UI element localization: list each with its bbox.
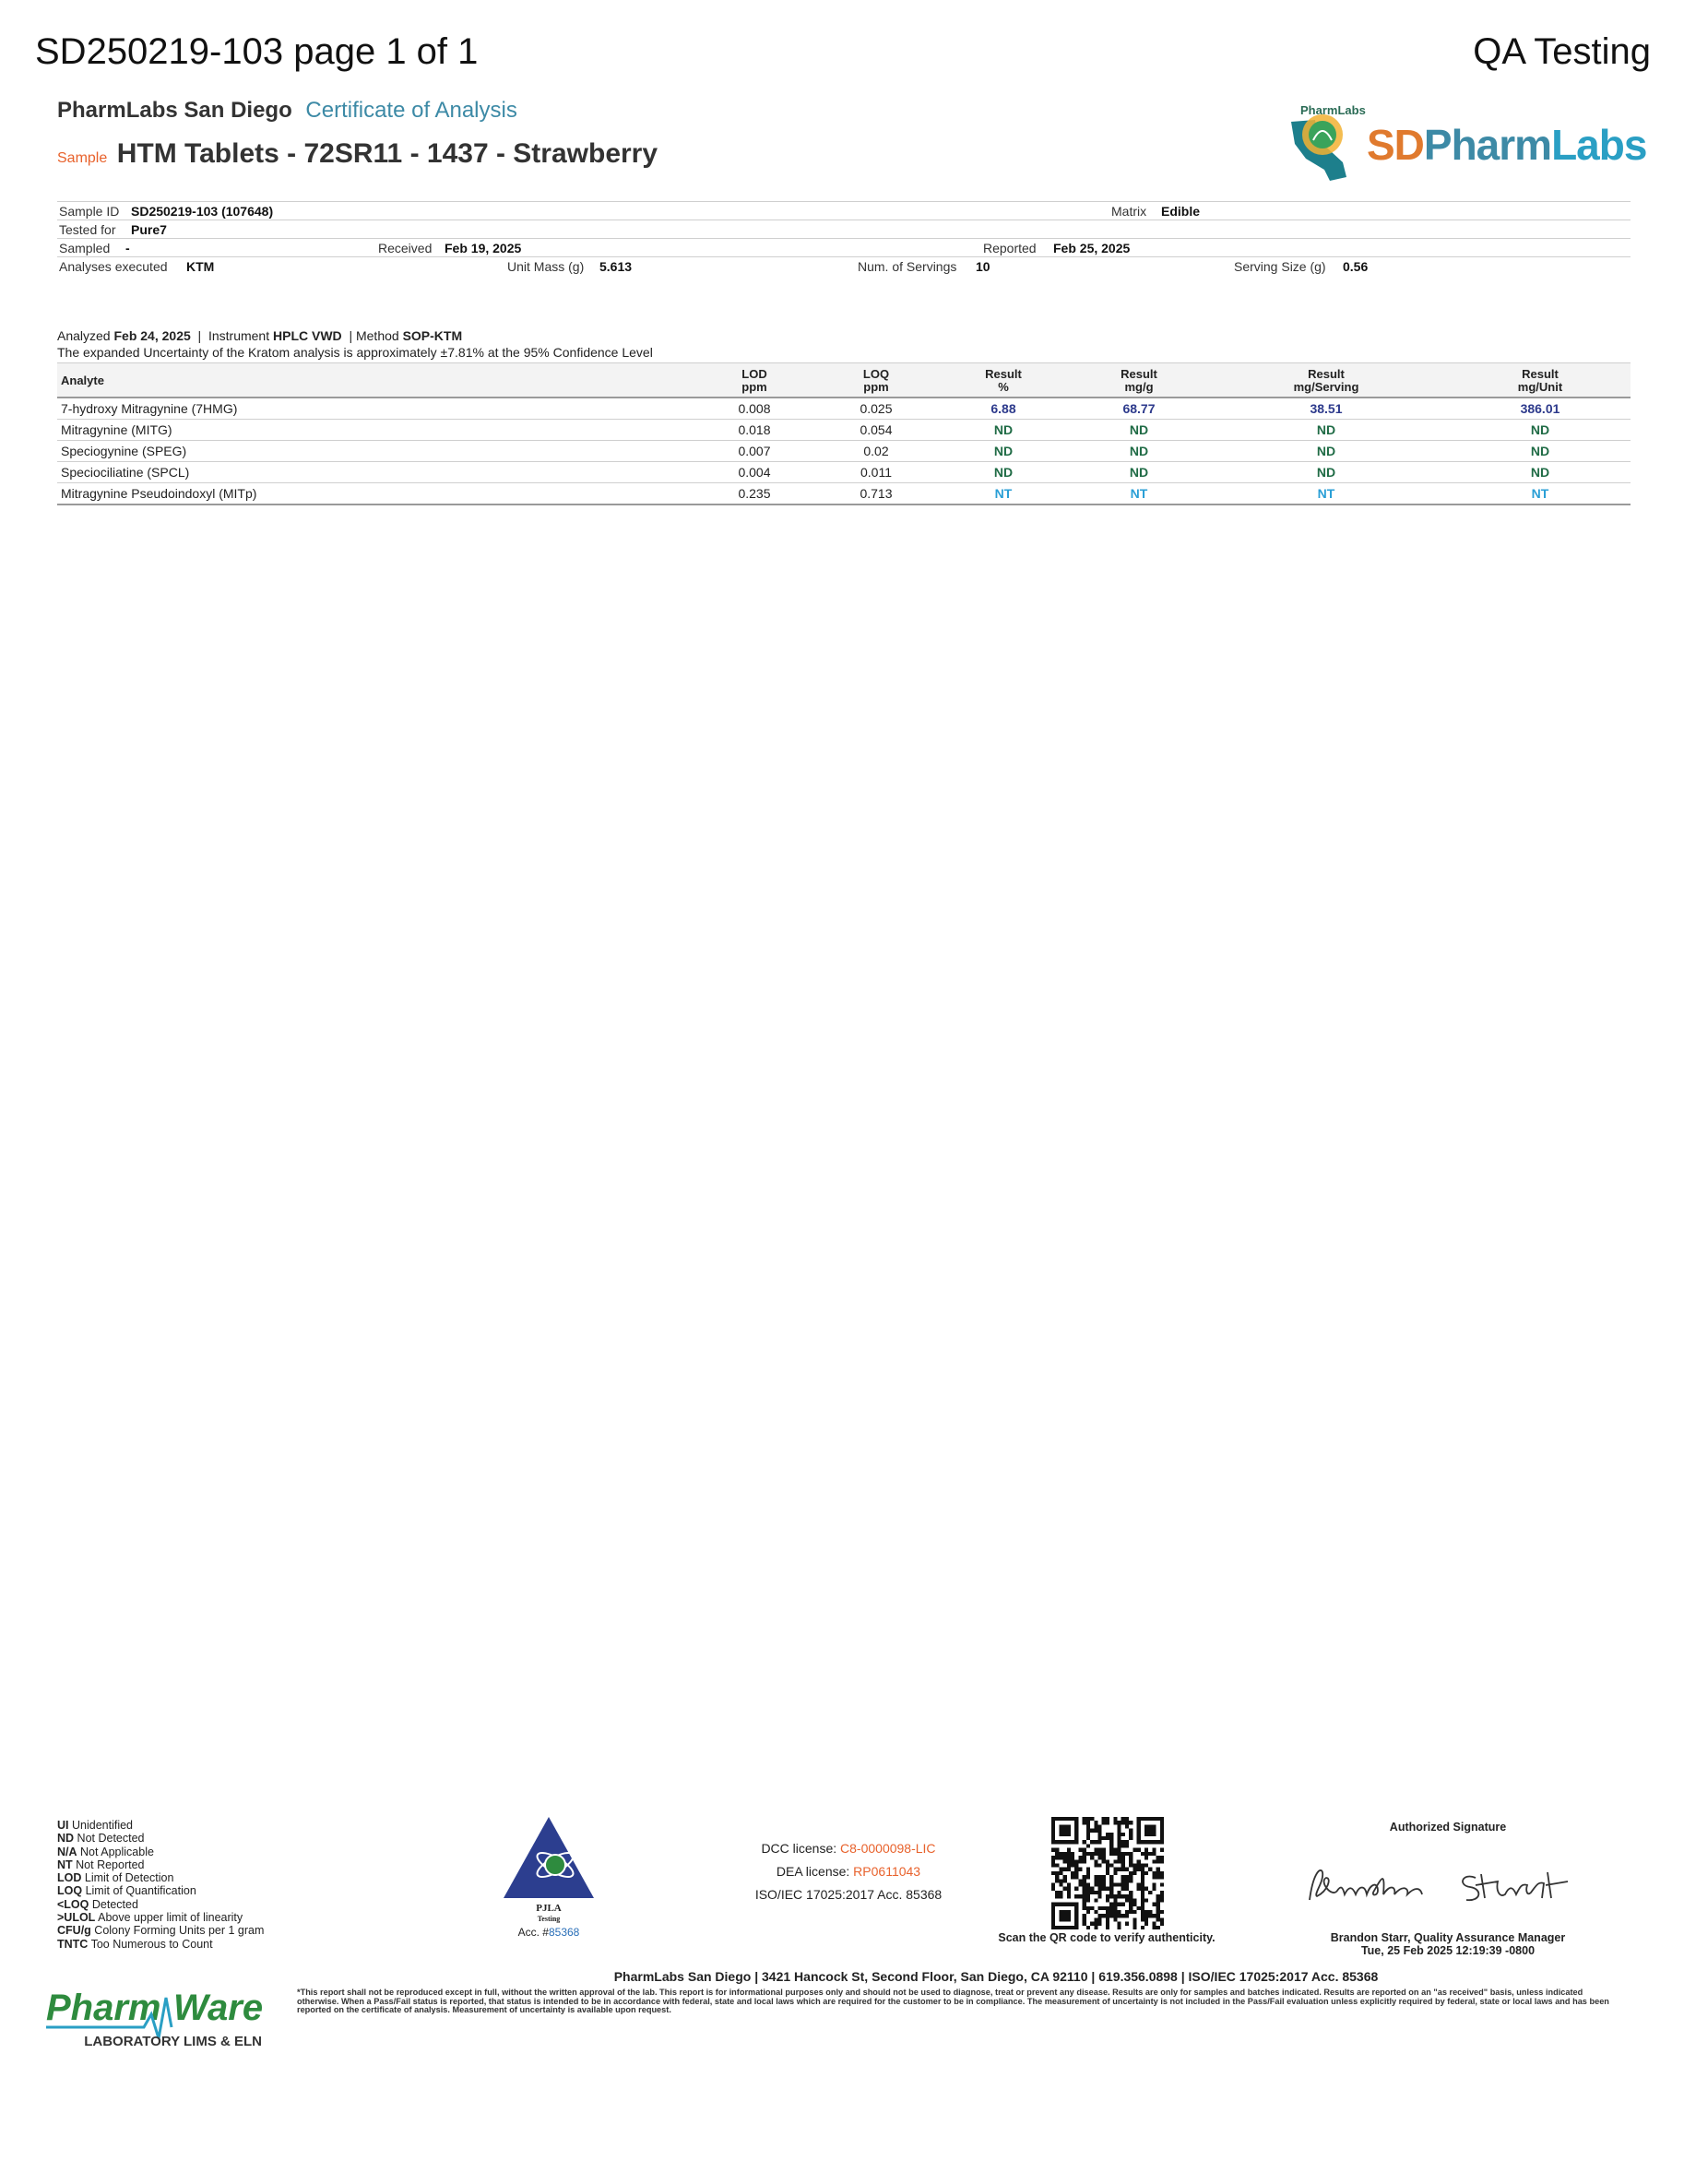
table-row [57, 420, 1631, 441]
result-pct: ND [931, 462, 1075, 483]
lab-title-line [57, 98, 517, 124]
result-pct: ND [931, 441, 1075, 462]
col-header-loq: LOQ ppm [821, 363, 931, 398]
matrix-value: Edible [1161, 204, 1201, 219]
loq-value: 0.011 [821, 462, 931, 483]
result-mgg: ND [1075, 420, 1203, 441]
result-mgu: ND [1450, 462, 1631, 483]
info-row-dates: Sampled - Received Feb 19, 2025 Reported Feb 25, 2025 [57, 238, 1631, 257]
result-mgg: ND [1075, 462, 1203, 483]
legend-item: <LOQ Detected [57, 1897, 138, 1911]
license-block [729, 1837, 968, 1906]
result-mgs: ND [1203, 420, 1450, 441]
authorized-signature-label: Authorized Signature [1389, 1821, 1507, 1834]
result-pct: ND [931, 420, 1075, 441]
lod-value: 0.008 [688, 398, 821, 420]
pharmware-logo [44, 1979, 266, 2053]
california-map-icon [1278, 103, 1367, 186]
sample-id-value: SD250219-103 (107648) [131, 204, 274, 219]
info-row-analyses: Analyses executed KTM Unit Mass (g) 5.613 Num. of Servings 10 Serving Size (g) 0.56 [57, 256, 1631, 276]
sampled-value: - [125, 241, 130, 255]
result-mgg: NT [1075, 483, 1203, 505]
result-pct: 6.88 [931, 398, 1075, 420]
pjla-triangle-icon [498, 1813, 599, 1924]
legend-item: UI Unidentified [57, 1819, 133, 1832]
svg-text:Testing: Testing [537, 1915, 561, 1923]
lod-value: 0.007 [688, 441, 821, 462]
analyte-name: 7-hydroxy Mitragynine (7HMG) [57, 398, 688, 420]
table-header-row [57, 363, 1631, 398]
analyte-name: Mitragynine Pseudoindoxyl (MITp) [57, 483, 688, 505]
table-row [57, 483, 1631, 505]
legend-item: LOQ Limit of Quantification [57, 1884, 196, 1898]
result-mgu: ND [1450, 441, 1631, 462]
result-pct: NT [931, 483, 1075, 505]
unit-mass-value: 5.613 [599, 259, 633, 274]
analyte-name: Speciogynine (SPEG) [57, 441, 688, 462]
result-mgs: NT [1203, 483, 1450, 505]
col-header-result-mgg: Result mg/g [1075, 363, 1203, 398]
svg-text:LABORATORY LIMS & ELN: LABORATORY LIMS & ELN [84, 2034, 262, 2049]
legend-item: ND Not Detected [57, 1832, 145, 1846]
result-mgg: 68.77 [1075, 398, 1203, 420]
analyzed-date: Feb 24, 2025 [113, 328, 191, 343]
sample-title-line [57, 138, 658, 170]
legend-item: CFU/g Colony Forming Units per 1 gram [57, 1924, 265, 1938]
signature-datetime: Tue, 25 Feb 2025 12:19:39 -0800 [1360, 1944, 1536, 1957]
result-mgs: ND [1203, 462, 1450, 483]
sample-label: Sample [57, 150, 108, 166]
col-header-result-mgs: Result mg/Serving [1203, 363, 1450, 398]
loq-value: 0.713 [821, 483, 931, 505]
result-mgs: 38.51 [1203, 398, 1450, 420]
col-header-result-pct: Result % [931, 363, 1075, 398]
pjla-badge [498, 1813, 599, 1942]
instrument-value: HPLC VWD [273, 328, 342, 343]
legend-item: NT Not Reported [57, 1858, 145, 1871]
analyte-name: Speciociliatine (SPCL) [57, 462, 688, 483]
legend-item: TNTC Too Numerous to Count [57, 1937, 213, 1951]
results-table [57, 362, 1631, 505]
col-header-result-mgu: Result mg/Unit [1450, 363, 1631, 398]
result-mgs: ND [1203, 441, 1450, 462]
col-header-lod: LOD ppm [688, 363, 821, 398]
coa-label: Certificate of Analysis [305, 98, 517, 123]
document-id: SD250219-103 page 1 of 1 [35, 31, 479, 72]
legend-item: >ULOL Above upper limit of linearity [57, 1911, 243, 1925]
servings-value: 10 [976, 259, 990, 274]
received-value: Feb 19, 2025 [445, 241, 522, 255]
qr-caption: Scan the QR code to verify authenticity. [998, 1931, 1216, 1944]
table-row [57, 462, 1631, 483]
svg-text:Ware: Ware [173, 1988, 264, 2028]
analysis-meta: Analyzed Feb 24, 2025 | Instrument HPLC VWD | Method SOP-KTM [57, 328, 463, 343]
analyte-name: Mitragynine (MITG) [57, 420, 688, 441]
serving-size-value: 0.56 [1343, 259, 1369, 274]
footer-address: PharmLabs San Diego | 3421 Hancock St, Second Floor, San Diego, CA 92110 | 619.356.0898 | ISO/IEC 17025:2017 Acc. 85368 [613, 1969, 1379, 1984]
table-row [57, 398, 1631, 420]
footer-disclaimer: *This report shall not be reproduced except in full, without the written approval of the lab. This report is for informational purposes only and should not be used to diagnose, treat or prevent any disease. Results are only for samples and batches indicated. Results are reported on an "as received" basis, unless indicated otherwise. When a Pass/Fail status is reported, that status is intended to be in accordance with federal, state and local laws which are required for the customer to be in compliance. The measurement of uncertainty is not included in the Pass/Fail evaluation unless explicitly required by federal, state or local laws and has been reported on the certificate of analysis. Measurement of uncertainty is available upon request. [297, 1988, 1609, 2014]
qr-code-icon[interactable] [1051, 1817, 1164, 1929]
col-header-analyte: Analyte [57, 363, 688, 398]
lod-value: 0.004 [688, 462, 821, 483]
lab-name: PharmLabs San Diego [57, 98, 292, 123]
handwritten-signature-icon [1300, 1854, 1595, 1918]
legend-item: N/A Not Applicable [57, 1845, 154, 1858]
result-mgu: 386.01 [1450, 398, 1631, 420]
svg-text:Pharm: Pharm [46, 1988, 161, 2028]
svg-text:PharmLabs: PharmLabs [1300, 103, 1366, 117]
qa-testing-label: QA Testing [1473, 31, 1651, 72]
sample-name: HTM Tablets - 72SR11 - 1437 - Strawberry [116, 138, 658, 169]
info-row-tested-for: Tested for Pure7 [57, 220, 1631, 239]
lod-value: 0.235 [688, 483, 821, 505]
legend-item: LOD Limit of Detection [57, 1871, 174, 1885]
result-mgu: NT [1450, 483, 1631, 505]
result-mgg: ND [1075, 441, 1203, 462]
svg-text:PJLA: PJLA [536, 1903, 562, 1914]
lod-value: 0.018 [688, 420, 821, 441]
table-row [57, 441, 1631, 462]
info-row-sample-id: Sample ID SD250219-103 (107648) Matrix Edible [57, 201, 1631, 220]
signer-block [1282, 1931, 1614, 1957]
reported-value: Feb 25, 2025 [1053, 241, 1131, 255]
loq-value: 0.025 [821, 398, 931, 420]
sdpharmlabs-logo [1278, 103, 1647, 186]
pjla-accreditation: Acc. #85368 [517, 1926, 580, 1939]
loq-value: 0.054 [821, 420, 931, 441]
dcc-license: DCC license: C8-0000098-LIC [761, 1841, 936, 1856]
method-value: SOP-KTM [402, 328, 463, 343]
loq-value: 0.02 [821, 441, 931, 462]
abbreviation-legend [57, 1819, 264, 1951]
result-mgu: ND [1450, 420, 1631, 441]
analyses-value: KTM [186, 259, 215, 274]
signer-name: Brandon Starr, Quality Assurance Manager [1330, 1931, 1566, 1944]
logo-wordmark: SDPharmLabs [1367, 121, 1647, 169]
iso-accreditation: ISO/IEC 17025:2017 Acc. 85368 [754, 1887, 943, 1902]
dea-license: DEA license: RP0611043 [776, 1864, 921, 1879]
uncertainty-statement: The expanded Uncertainty of the Kratom analysis is approximately ±7.81% at the 95% Confidence Level [57, 345, 653, 360]
tested-for-value: Pure7 [131, 222, 167, 237]
